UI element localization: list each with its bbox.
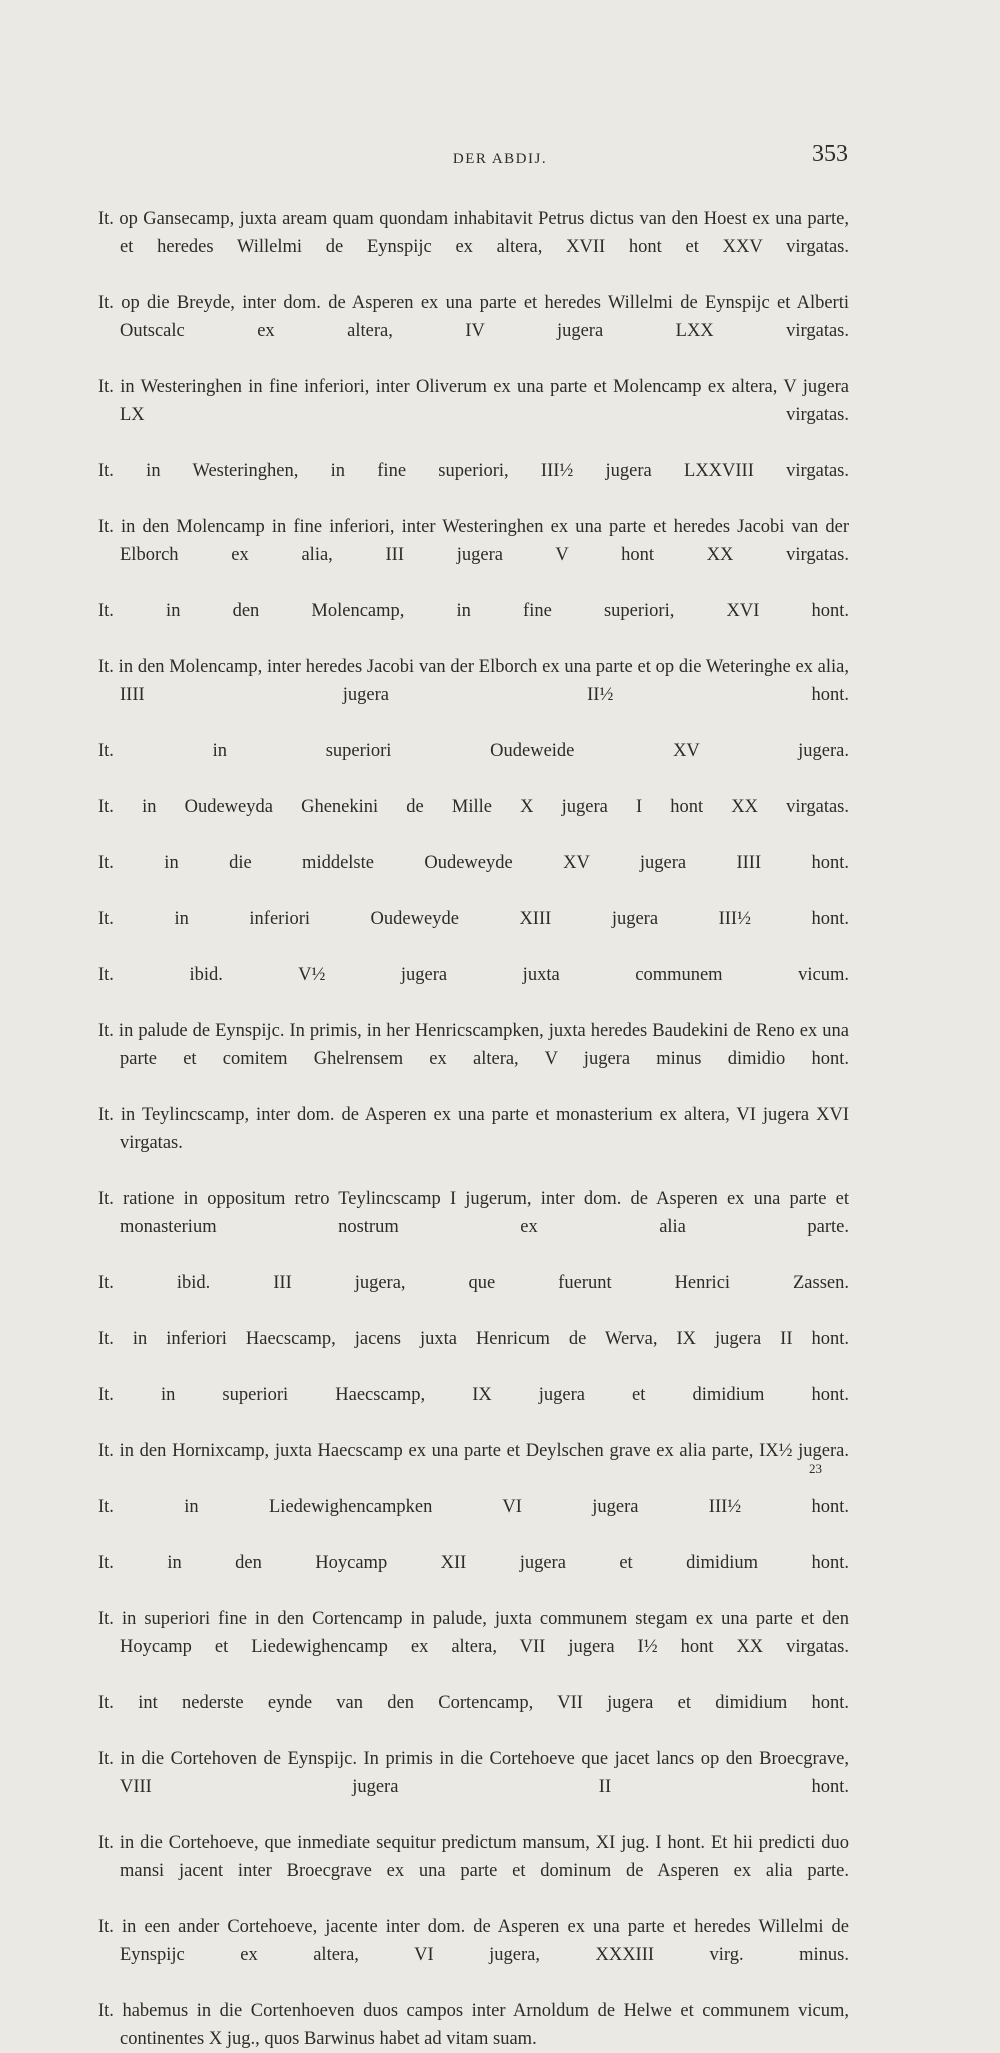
entry: It. in die Cortehoven de Eynspijc. In primis in die Cortehoeve que jacet lancs op den Broecgrave, VIII jugera II hont. xyxy=(98,1749,849,1797)
entry: It. in die Cortehoeve, que inmediate sequitur predictum mansum, XI jug. I hont. Et hii predicti duo mansi jacent inter Broecgrave ex una parte et dominum de Asperen ex alia parte. xyxy=(98,1833,849,1881)
entry: It. in den Molencamp in fine inferiori, inter Westeringhen ex una parte et heredes Jacobi van der Elborch ex alia, III jugera V hont XX virgatas. xyxy=(98,517,849,565)
entry: It. in den Molencamp, in fine superiori, XVI hont. xyxy=(98,601,849,621)
entry: It. ibid. V½ jugera juxta communem vicum. xyxy=(98,965,849,985)
entry: It. in Oudeweyda Ghenekini de Mille X jugera I hont XX virgatas. xyxy=(98,797,849,817)
entry: It. ratione in oppositum retro Teylincscamp I jugerum, inter dom. de Asperen ex una parte et monasterium nostrum ex alia parte. xyxy=(98,1189,849,1237)
entry: It. in den Hoycamp XII jugera et dimidium hont. xyxy=(98,1553,849,1573)
running-header: DER ABDIJ. xyxy=(452,151,548,167)
entry: It. ibid. III jugera, que fuerunt Henrici Zassen. xyxy=(98,1273,849,1293)
entry: It. in den Molencamp, inter heredes Jacobi van der Elborch ex una parte et op die Weteringhe ex alia, IIII jugera II½ hont. xyxy=(98,657,849,705)
body-text xyxy=(98,205,849,2053)
entry: It. in Liedewighencampken VI jugera III½ hont. xyxy=(98,1497,849,1517)
entry: It. in Westeringhen, in fine superiori, III½ jugera LXXVIII virgatas. xyxy=(98,461,849,481)
entry: It. op die Breyde, inter dom. de Asperen ex una parte et heredes Willelmi de Eynspijc et Alberti Outscalc ex altera, IV jugera LXX virgatas. xyxy=(98,293,849,341)
entry: It. in superiori Haecscamp, IX jugera et dimidium hont. xyxy=(98,1385,849,1405)
entry: It. habemus in die Cortenhoeven duos campos inter Arnoldum de Helwe et communem vicum, continentes X jug., quos Barwinus habet ad vitam suam. xyxy=(98,2001,849,2049)
entry: It. in Teylincscamp, inter dom. de Asperen ex una parte et monasterium ex altera, VI jugera XVI virgatas. xyxy=(98,1105,849,1153)
entry: It. in inferiori Haecscamp, jacens juxta Henricum de Werva, IX jugera II hont. xyxy=(98,1329,849,1349)
entry: It. in den Hornixcamp, juxta Haecscamp ex una parte et Deylschen grave ex alia parte, IX½ jugera. xyxy=(98,1441,849,1461)
entry: It. int nederste eynde van den Cortencamp, VII jugera et dimidium hont. xyxy=(98,1693,849,1713)
entry: It. in inferiori Oudeweyde XIII jugera III½ hont. xyxy=(98,909,849,929)
entry: It. in superiori Oudeweide XV jugera. xyxy=(98,741,849,761)
page-number: 353 xyxy=(812,141,848,167)
entry: It. in palude de Eynspijc. In primis, in her Henricscampken, juxta heredes Baudekini de Reno ex una parte et comitem Ghelrensem ex altera, V jugera minus dimidio hont. xyxy=(98,1021,849,1069)
entry: It. in een ander Cortehoeve, jacente inter dom. de Asperen ex una parte et heredes Willelmi de Eynspijc ex altera, VI jugera, XXXIII virg. minus. xyxy=(98,1917,849,1965)
entry: It. in Westeringhen in fine inferiori, inter Oliverum ex una parte et Molencamp ex altera, V jugera LX virgatas. xyxy=(98,377,849,425)
signature-mark: 23 xyxy=(809,1461,822,1476)
entry: It. in superiori fine in den Cortencamp in palude, juxta communem stegam ex una parte et den Hoycamp et Liedewighencamp ex altera, VII jugera I½ hont XX virgatas. xyxy=(98,1609,849,1657)
entry: It. op Gansecamp, juxta aream quam quondam inhabitavit Petrus dictus van den Hoest ex una parte, et heredes Willelmi de Eynspijc ex altera, XVII hont et XXV virgatas. xyxy=(98,209,849,257)
entry: It. in die middelste Oudeweyde XV jugera IIII hont. xyxy=(98,853,849,873)
